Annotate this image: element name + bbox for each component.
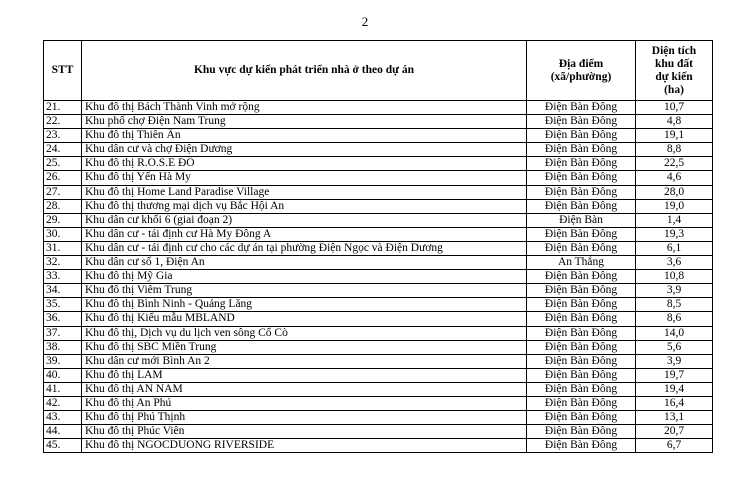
project-area: 3,9 <box>636 354 713 368</box>
row-number: 22. <box>44 115 82 129</box>
row-number: 30. <box>44 227 82 241</box>
project-name: Khu đô thị AN NAM <box>82 382 527 396</box>
project-location: Điện Bàn Đông <box>527 284 636 298</box>
project-area: 19,4 <box>636 382 713 396</box>
row-number: 35. <box>44 298 82 312</box>
project-location: Điện Bàn Đông <box>527 157 636 171</box>
project-location: Điện Bàn Đông <box>527 298 636 312</box>
project-name: Khu đô thị Kiểu mẫu MBLAND <box>82 312 527 326</box>
project-area: 8,5 <box>636 298 713 312</box>
table-row <box>44 157 713 171</box>
row-number: 23. <box>44 129 82 143</box>
header-row <box>44 41 713 101</box>
header-name: Khu vực dự kiến phát triển nhà ở theo dự án <box>82 41 527 101</box>
project-name: Khu đô thị SBC Miền Trung <box>82 340 527 354</box>
row-number: 41. <box>44 382 82 396</box>
project-area: 4,6 <box>636 171 713 185</box>
table-header <box>44 41 713 101</box>
table-row <box>44 354 713 368</box>
project-name: Khu phố chợ Điện Nam Trung <box>82 115 527 129</box>
project-location: Điện Bàn Đông <box>527 101 636 115</box>
project-location: Điện Bàn Đông <box>527 171 636 185</box>
project-location: Điện Bàn Đông <box>527 340 636 354</box>
table-row <box>44 425 713 439</box>
project-area: 6,7 <box>636 439 713 453</box>
project-area: 19,3 <box>636 227 713 241</box>
table-row <box>44 256 713 270</box>
project-name: Khu dân cư và chợ Điện Dương <box>82 143 527 157</box>
project-area: 10,7 <box>636 101 713 115</box>
row-number: 44. <box>44 425 82 439</box>
project-location: Điện Bàn Đông <box>527 270 636 284</box>
table-row <box>44 411 713 425</box>
row-number: 32. <box>44 256 82 270</box>
table-row <box>44 270 713 284</box>
table-row <box>44 143 713 157</box>
row-number: 25. <box>44 157 82 171</box>
row-number: 40. <box>44 368 82 382</box>
row-number: 36. <box>44 312 82 326</box>
project-name: Khu đô thị Bình Ninh - Quảng Lăng <box>82 298 527 312</box>
table-row <box>44 129 713 143</box>
project-name: Khu dân cư số 1, Điện An <box>82 256 527 270</box>
table-row <box>44 382 713 396</box>
project-name: Khu đô thị Viêm Trung <box>82 284 527 298</box>
project-name: Khu dân cư - tái định cư cho các dự án tại phường Điện Ngọc và Điện Dương <box>82 241 527 255</box>
row-number: 38. <box>44 340 82 354</box>
project-area: 14,0 <box>636 326 713 340</box>
header-area: Diện tích khu đất dự kiến (ha) <box>636 41 713 101</box>
project-name: Khu đô thị LAM <box>82 368 527 382</box>
row-number: 26. <box>44 171 82 185</box>
table-row <box>44 312 713 326</box>
project-name: Khu đô thị Yến Hà My <box>82 171 527 185</box>
table-row <box>44 326 713 340</box>
project-area: 5,6 <box>636 340 713 354</box>
housing-projects-table <box>43 40 713 453</box>
project-location: Điện Bàn Đông <box>527 129 636 143</box>
table-row <box>44 396 713 410</box>
row-number: 37. <box>44 326 82 340</box>
project-name: Khu đô thị Phúc Viên <box>82 425 527 439</box>
project-area: 19,7 <box>636 368 713 382</box>
table-body <box>44 101 713 453</box>
row-number: 21. <box>44 101 82 115</box>
project-area: 1,4 <box>636 213 713 227</box>
project-area: 3,9 <box>636 284 713 298</box>
project-name: Khu đô thị NGOCDUONG RIVERSIDE <box>82 439 527 453</box>
table-row <box>44 101 713 115</box>
table-row <box>44 439 713 453</box>
project-location: Điện Bàn Đông <box>527 411 636 425</box>
project-location: Điện Bàn Đông <box>527 382 636 396</box>
row-number: 34. <box>44 284 82 298</box>
project-location: Điện Bàn Đông <box>527 199 636 213</box>
project-location: Điện Bàn Đông <box>527 241 636 255</box>
row-number: 24. <box>44 143 82 157</box>
table-row <box>44 199 713 213</box>
table-row <box>44 227 713 241</box>
row-number: 27. <box>44 185 82 199</box>
project-location: Điện Bàn Đông <box>527 312 636 326</box>
project-area: 19,0 <box>636 199 713 213</box>
row-number: 39. <box>44 354 82 368</box>
table-row <box>44 241 713 255</box>
project-location: Điện Bàn Đông <box>527 368 636 382</box>
project-area: 16,4 <box>636 396 713 410</box>
project-area: 20,7 <box>636 425 713 439</box>
project-location: Điện Bàn Đông <box>527 396 636 410</box>
project-area: 6,1 <box>636 241 713 255</box>
project-area: 8,6 <box>636 312 713 326</box>
project-name: Khu dân cư - tái định cư Hà My Đông A <box>82 227 527 241</box>
table-row <box>44 213 713 227</box>
page-number: 2 <box>361 14 369 29</box>
table-row <box>44 171 713 185</box>
project-name: Khu đô thị Mỹ Gia <box>82 270 527 284</box>
project-location: Điện Bàn Đông <box>527 425 636 439</box>
row-number: 33. <box>44 270 82 284</box>
project-location: Điện Bàn Đông <box>527 185 636 199</box>
project-name: Khu đô thị Thiên Ân <box>82 129 527 143</box>
project-location: An Thắng <box>527 256 636 270</box>
table-row <box>44 368 713 382</box>
project-name: Khu đô thị Bách Thành Vinh mở rộng <box>82 101 527 115</box>
row-number: 28. <box>44 199 82 213</box>
project-name: Khu đô thị, Dịch vụ du lịch ven sông Cổ Cò <box>82 326 527 340</box>
project-area: 8,8 <box>636 143 713 157</box>
project-location: Điện Bàn Đông <box>527 439 636 453</box>
project-location: Điện Bàn Đông <box>527 115 636 129</box>
project-area: 19,1 <box>636 129 713 143</box>
project-location: Điện Bàn <box>527 213 636 227</box>
project-name: Khu dân cư khối 6 (giai đoạn 2) <box>82 213 527 227</box>
row-number: 42. <box>44 396 82 410</box>
row-number: 45. <box>44 439 82 453</box>
row-number: 43. <box>44 411 82 425</box>
row-number: 31. <box>44 241 82 255</box>
table-row <box>44 340 713 354</box>
project-name: Khu đô thị Home Land Paradise Village <box>82 185 527 199</box>
project-location: Điện Bàn Đông <box>527 326 636 340</box>
project-location: Điện Bàn Đông <box>527 227 636 241</box>
project-name: Khu đô thị R.O.S.E ĐÔ <box>82 157 527 171</box>
project-name: Khu đô thị An Phú <box>82 396 527 410</box>
project-area: 28,0 <box>636 185 713 199</box>
project-area: 22,5 <box>636 157 713 171</box>
table-row <box>44 284 713 298</box>
header-stt: STT <box>44 41 82 101</box>
project-location: Điện Bàn Đông <box>527 143 636 157</box>
project-name: Khu đô thị Phú Thịnh <box>82 411 527 425</box>
project-location: Điện Bàn Đông <box>527 354 636 368</box>
project-area: 3,6 <box>636 256 713 270</box>
project-area: 13,1 <box>636 411 713 425</box>
table-row <box>44 115 713 129</box>
table-row <box>44 185 713 199</box>
project-area: 10,8 <box>636 270 713 284</box>
project-area: 4,8 <box>636 115 713 129</box>
header-location: Địa điểm (xã/phường) <box>527 41 636 101</box>
row-number: 29. <box>44 213 82 227</box>
project-name: Khu dân cư mới Bình An 2 <box>82 354 527 368</box>
table-row <box>44 298 713 312</box>
project-name: Khu đô thị thương mại dịch vụ Bắc Hội An <box>82 199 527 213</box>
